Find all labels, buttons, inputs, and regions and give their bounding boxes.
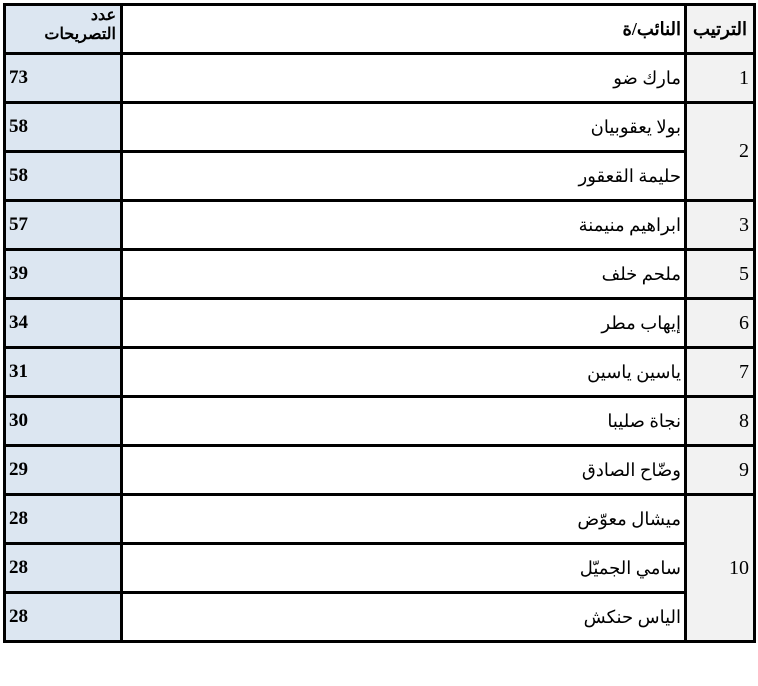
rank-cell[interactable]: 8 [686,397,755,446]
count-cell[interactable]: 28 [5,593,122,642]
table-row [5,348,755,397]
rank-cell[interactable]: 5 [686,250,755,299]
header-row [5,5,755,54]
count-cell[interactable]: 39 [5,250,122,299]
table-row [5,103,755,152]
name-cell[interactable]: ميشال معوّض [122,495,686,544]
name-cell[interactable]: ملحم خلف [122,250,686,299]
name-cell[interactable]: حليمة القعقور [122,152,686,201]
name-cell[interactable]: ياسين ياسين [122,348,686,397]
name-cell[interactable]: إيهاب مطر [122,299,686,348]
rank-cell[interactable]: 9 [686,446,755,495]
table-row [5,54,755,103]
table-row [5,544,755,593]
name-cell[interactable]: مارك ضو [122,54,686,103]
rank-cell[interactable]: 3 [686,201,755,250]
name-cell[interactable]: الياس حنكش [122,593,686,642]
name-cell[interactable]: سامي الجميّل [122,544,686,593]
count-cell[interactable]: 29 [5,446,122,495]
name-cell[interactable]: وضّاح الصادق [122,446,686,495]
count-cell[interactable]: 31 [5,348,122,397]
table-row [5,593,755,642]
table-row [5,397,755,446]
rank-cell[interactable]: 1 [686,54,755,103]
table-row [5,299,755,348]
name-cell[interactable]: نجاة صليبا [122,397,686,446]
table-row [5,250,755,299]
table-row [5,446,755,495]
ranking-table [3,3,756,643]
rank-cell[interactable]: 2 [686,103,755,201]
header-name-cell[interactable]: النائب/ة [122,5,686,54]
count-cell[interactable]: 58 [5,152,122,201]
count-cell[interactable]: 58 [5,103,122,152]
count-cell[interactable]: 28 [5,495,122,544]
name-cell[interactable]: ابراهيم منيمنة [122,201,686,250]
rank-cell[interactable]: 7 [686,348,755,397]
table-row [5,201,755,250]
count-cell[interactable]: 73 [5,54,122,103]
count-cell[interactable]: 30 [5,397,122,446]
name-cell[interactable]: بولا يعقوبيان [122,103,686,152]
header-count-line2: التصريحات [44,26,116,43]
table-row [5,152,755,201]
rank-cell[interactable]: 6 [686,299,755,348]
count-cell[interactable]: 28 [5,544,122,593]
rank-cell[interactable]: 10 [686,495,755,642]
header-count-cell[interactable] [5,5,122,54]
header-rank-cell[interactable]: الترتيب [686,5,755,54]
table-row [5,495,755,544]
header-count-line1: عدد [90,7,116,24]
count-cell[interactable]: 57 [5,201,122,250]
count-cell[interactable]: 34 [5,299,122,348]
